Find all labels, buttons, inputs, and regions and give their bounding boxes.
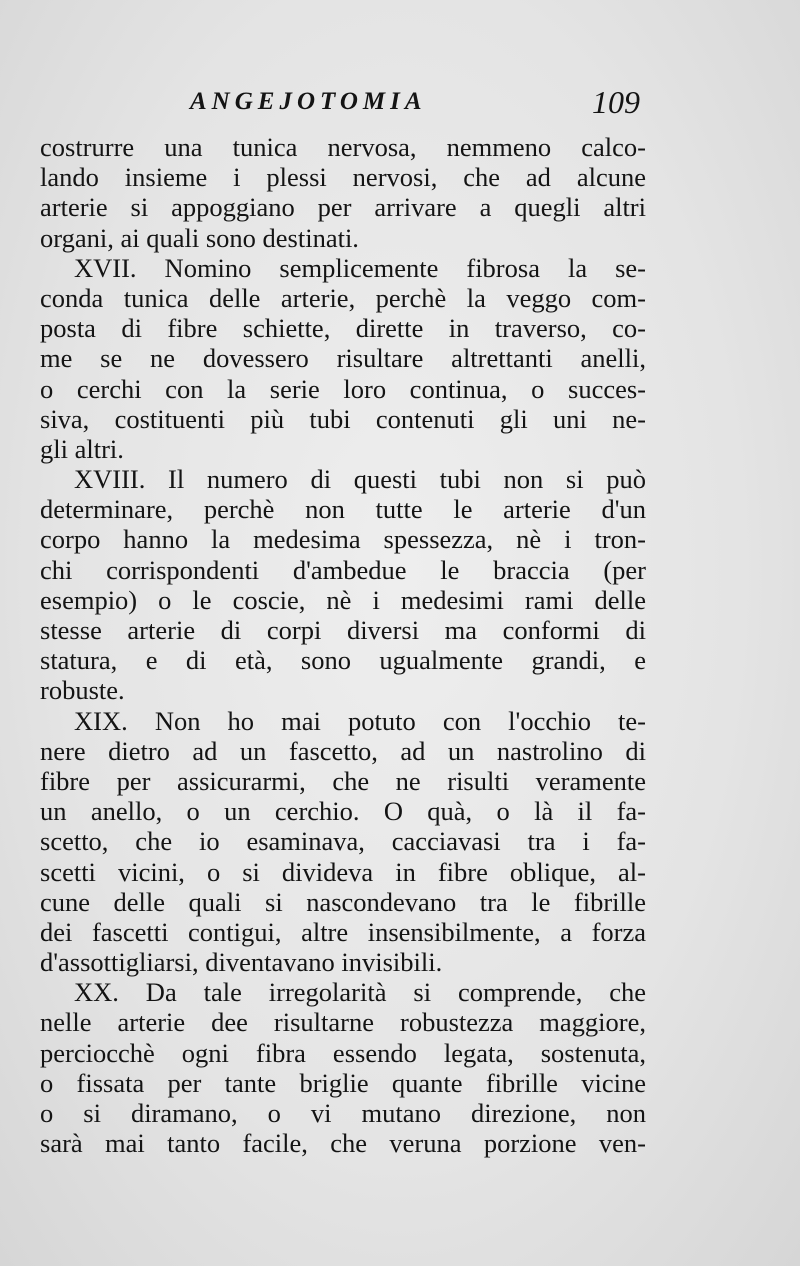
text-line: nere dietro ad un fascetto, ad un nastrolino di: [40, 735, 646, 766]
text-line: determinare, perchè non tutte le arterie d'un: [40, 494, 646, 525]
running-head: ANGEJOTOMIA: [190, 88, 427, 115]
text-line: d'assottigliarsi, diventavano invisibili.: [40, 947, 443, 978]
text-line: o fissata per tante briglie quante fibrille vicine: [40, 1067, 646, 1098]
text-line: costrurre una tunica nervosa, nemmeno calco-: [40, 132, 646, 162]
text-line: stesse arterie di corpi diversi ma conformi di: [40, 615, 646, 645]
text-line: chi corrispondenti d'ambedue le braccia (per: [40, 554, 646, 585]
text-line: XIX. Non ho mai potuto con l'occhio te-: [74, 705, 646, 736]
text-line: scetto, che io esaminava, cacciavasi tra i fa-: [40, 826, 646, 857]
text-line: XVII. Nomino semplicemente fibrosa la se-: [74, 252, 646, 283]
text-line: lando insieme i plessi nervosi, che ad alcune: [40, 162, 646, 193]
text-line: sarà mai tanto facile, che veruna porzione ven-: [40, 1128, 646, 1159]
text-line: o cerchi con la serie loro continua, o succes-: [40, 373, 646, 404]
text-line: un anello, o un cerchio. O quà, o là il fa-: [40, 796, 646, 827]
text-line: cune delle quali si nascondevano tra le fibrille: [40, 886, 646, 917]
text-line: organi, ai quali sono destinati.: [40, 222, 359, 253]
text-line: nelle arterie dee risultarne robustezza maggiore,: [40, 1007, 646, 1038]
text-line: arterie si appoggiano per arrivare a quegli altri: [40, 192, 646, 223]
text-line: statura, e di età, sono ugualmente grandi, e: [40, 645, 646, 676]
text-line: o si diramano, o vi mutano direzione, non: [40, 1098, 646, 1128]
text-line: fibre per assicurarmi, che ne risulti veramente: [40, 765, 646, 796]
text-line: corpo hanno la medesima spessezza, nè i tron-: [40, 524, 646, 555]
text-line: scetti vicini, o si divideva in fibre oblique, al-: [40, 856, 646, 887]
text-line: gli altri.: [40, 433, 124, 464]
page-header: [40, 84, 640, 128]
text-line: XVIII. Il numero di questi tubi non si può: [74, 464, 646, 495]
body-text: [40, 132, 646, 1158]
text-line: perciocchè ogni fibra essendo legata, sostenuta,: [40, 1037, 646, 1068]
text-line: robuste.: [40, 675, 125, 706]
text-line: dei fascetti contigui, altre insensibilmente, a forza: [40, 916, 646, 947]
page-number: 109: [592, 84, 640, 120]
text-line: siva, costituenti più tubi contenuti gli uni ne-: [40, 403, 646, 434]
text-line: posta di fibre schiette, dirette in traverso, co-: [40, 313, 646, 344]
text-line: me se ne dovessero risultare altrettanti anelli,: [40, 343, 646, 374]
text-line: XX. Da tale irregolarità si comprende, che: [74, 977, 646, 1008]
text-line: esempio) o le coscie, nè i medesimi rami delle: [40, 584, 646, 615]
text-line: conda tunica delle arterie, perchè la veggo com-: [40, 282, 646, 313]
